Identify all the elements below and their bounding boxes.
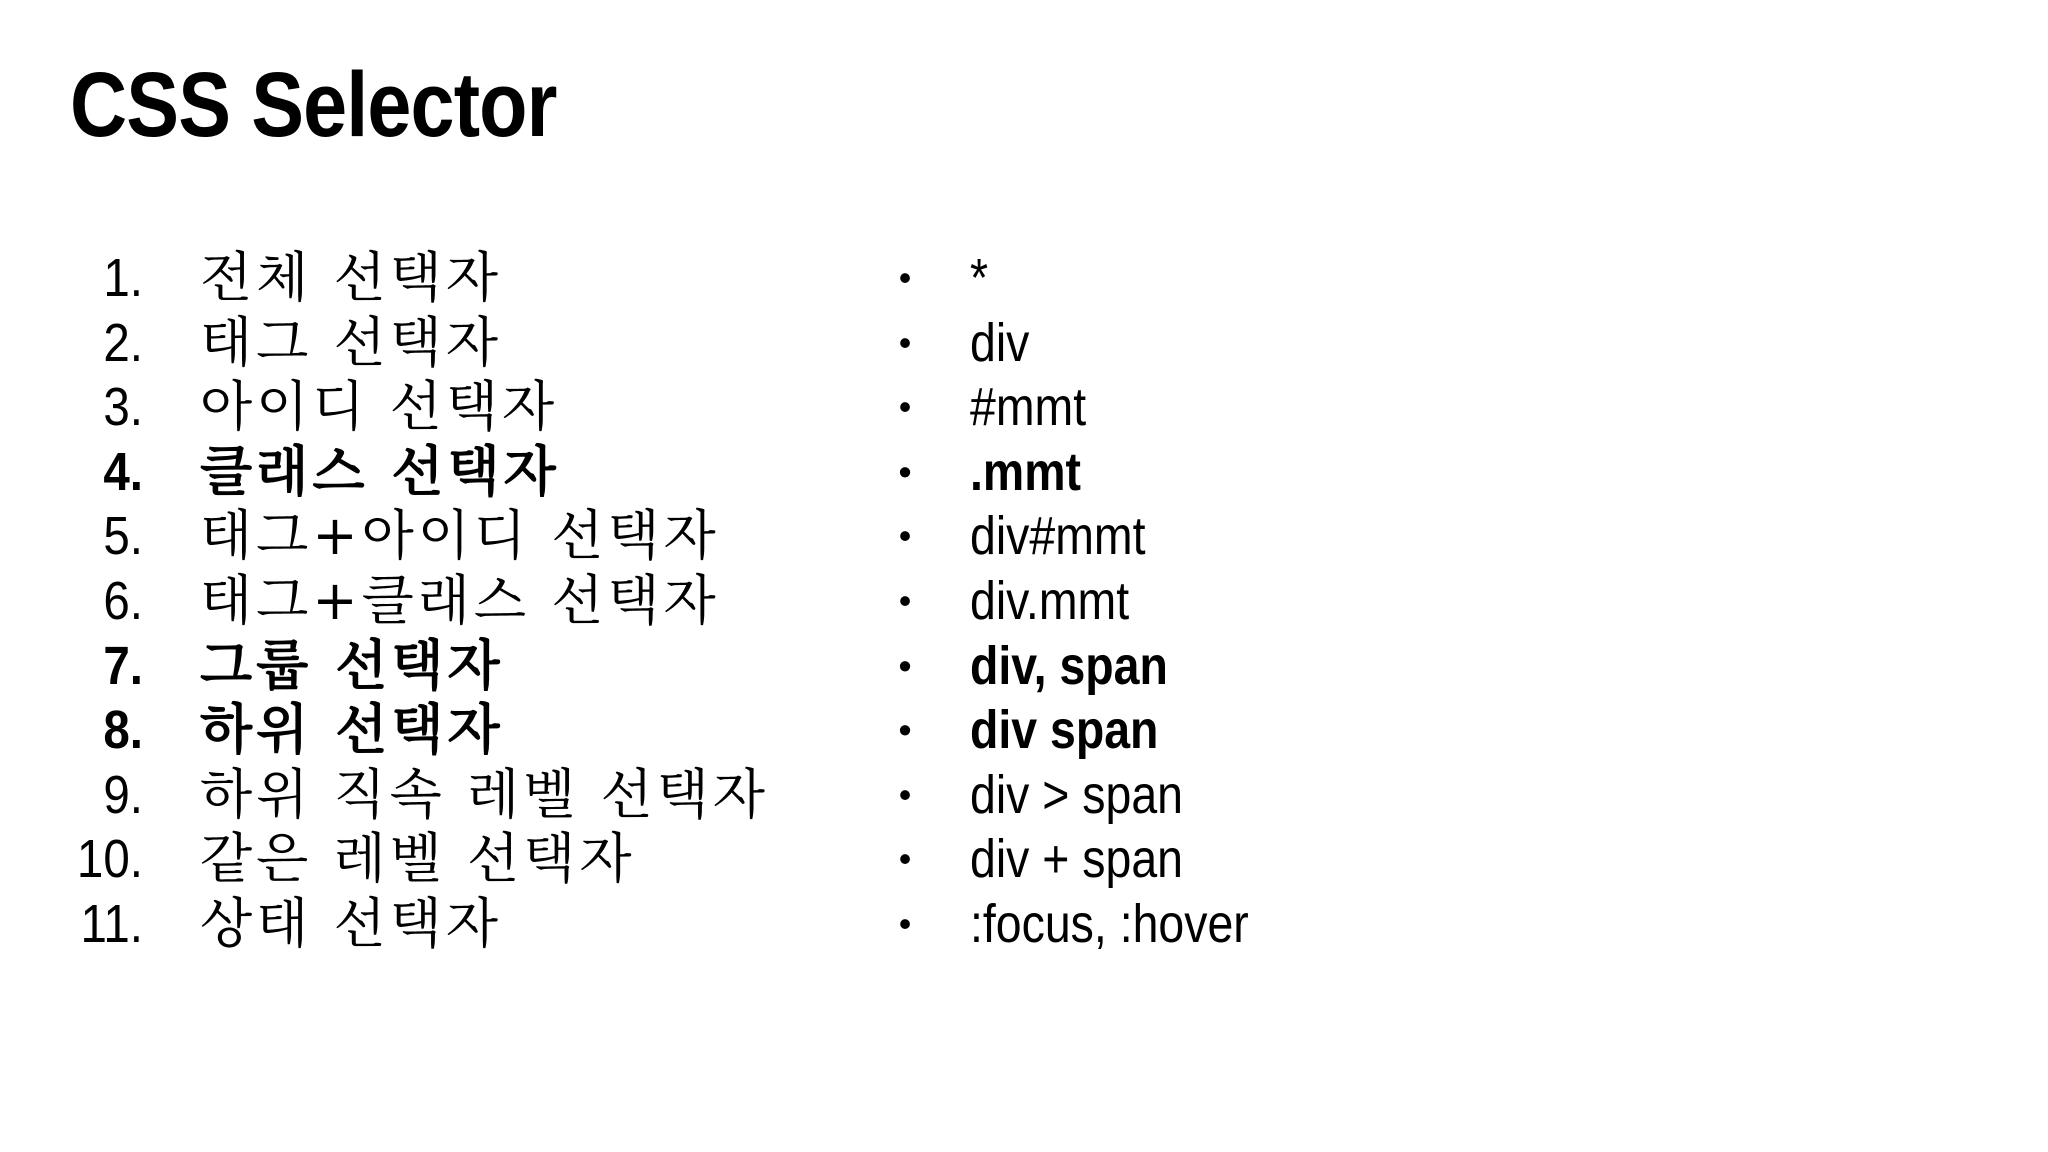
list-item-label: 태그+클래스 선택자 xyxy=(200,568,720,632)
list-item xyxy=(890,892,1990,957)
list-item-label: 하위 선택자 xyxy=(200,698,504,762)
bullet-icon: • xyxy=(898,257,912,298)
selector-name-list xyxy=(0,246,860,957)
bullet-icon: • xyxy=(898,644,912,686)
selector-syntax-text: #mmt xyxy=(970,377,1087,438)
selector-syntax-text: div > span xyxy=(970,764,1183,825)
selector-syntax-text: * xyxy=(970,248,989,308)
list-item xyxy=(890,698,1990,763)
list-item xyxy=(0,246,860,311)
bullet-icon: • xyxy=(898,321,912,363)
list-item-number: 8. xyxy=(103,700,143,761)
list-item-label: 태그 선택자 xyxy=(200,310,502,374)
slide-title: CSS Selector xyxy=(70,54,557,156)
list-item-number: 11. xyxy=(80,893,143,954)
bullet-icon: • xyxy=(898,386,912,428)
list-item xyxy=(890,246,1990,311)
selector-syntax-text: div#mmt xyxy=(970,506,1146,567)
selector-syntax-text: div, span xyxy=(970,635,1168,696)
list-item xyxy=(0,698,860,763)
list-item-label: 전체 선택자 xyxy=(200,246,502,309)
list-item-number: 1. xyxy=(103,248,143,308)
list-item xyxy=(0,311,860,376)
list-item-number: 2. xyxy=(103,312,143,373)
list-item xyxy=(890,440,1990,505)
list-item xyxy=(0,504,860,569)
selector-syntax-text: div + span xyxy=(970,829,1183,890)
list-item-number: 6. xyxy=(103,570,143,631)
selector-syntax-text: :focus, :hover xyxy=(970,893,1249,954)
list-item xyxy=(890,634,1990,699)
list-item xyxy=(0,634,860,699)
list-item xyxy=(890,504,1990,569)
bullet-icon: • xyxy=(898,450,912,492)
selector-syntax-text: div xyxy=(970,312,1030,373)
list-item xyxy=(890,375,1990,440)
list-item xyxy=(0,440,860,505)
list-item xyxy=(890,763,1990,828)
list-item-number: 7. xyxy=(103,635,143,696)
selector-syntax-list xyxy=(890,246,1990,957)
selector-syntax-text: div span xyxy=(970,700,1159,761)
bullet-icon: • xyxy=(898,579,912,621)
selector-syntax-text: .mmt xyxy=(970,441,1081,502)
bullet-icon: • xyxy=(898,902,912,944)
bullet-icon: • xyxy=(898,515,912,557)
list-item-number: 5. xyxy=(103,506,143,567)
list-item xyxy=(0,892,860,957)
bullet-icon: • xyxy=(898,709,912,751)
bullet-icon: • xyxy=(898,838,912,880)
list-item xyxy=(0,569,860,634)
list-item-label: 태그+아이디 선택자 xyxy=(200,504,720,568)
list-item-number: 9. xyxy=(103,764,143,825)
list-item-number: 3. xyxy=(103,377,143,438)
list-item-label: 상태 선택자 xyxy=(200,891,502,955)
list-item-label: 그룹 선택자 xyxy=(200,633,504,697)
list-item xyxy=(890,311,1990,376)
list-item xyxy=(0,763,860,828)
list-item-label: 같은 레벨 선택자 xyxy=(200,827,636,891)
list-item-label: 클래스 선택자 xyxy=(200,439,560,503)
list-item-number: 4. xyxy=(103,441,143,502)
list-item xyxy=(0,375,860,440)
list-item xyxy=(0,827,860,892)
selector-syntax-text: div.mmt xyxy=(970,570,1130,631)
list-item-label: 하위 직속 레벨 선택자 xyxy=(200,762,769,826)
list-item xyxy=(890,569,1990,634)
bullet-icon: • xyxy=(898,773,912,815)
list-item xyxy=(890,827,1990,892)
list-item-label: 아이디 선택자 xyxy=(200,375,559,439)
list-item-number: 10. xyxy=(76,829,143,890)
